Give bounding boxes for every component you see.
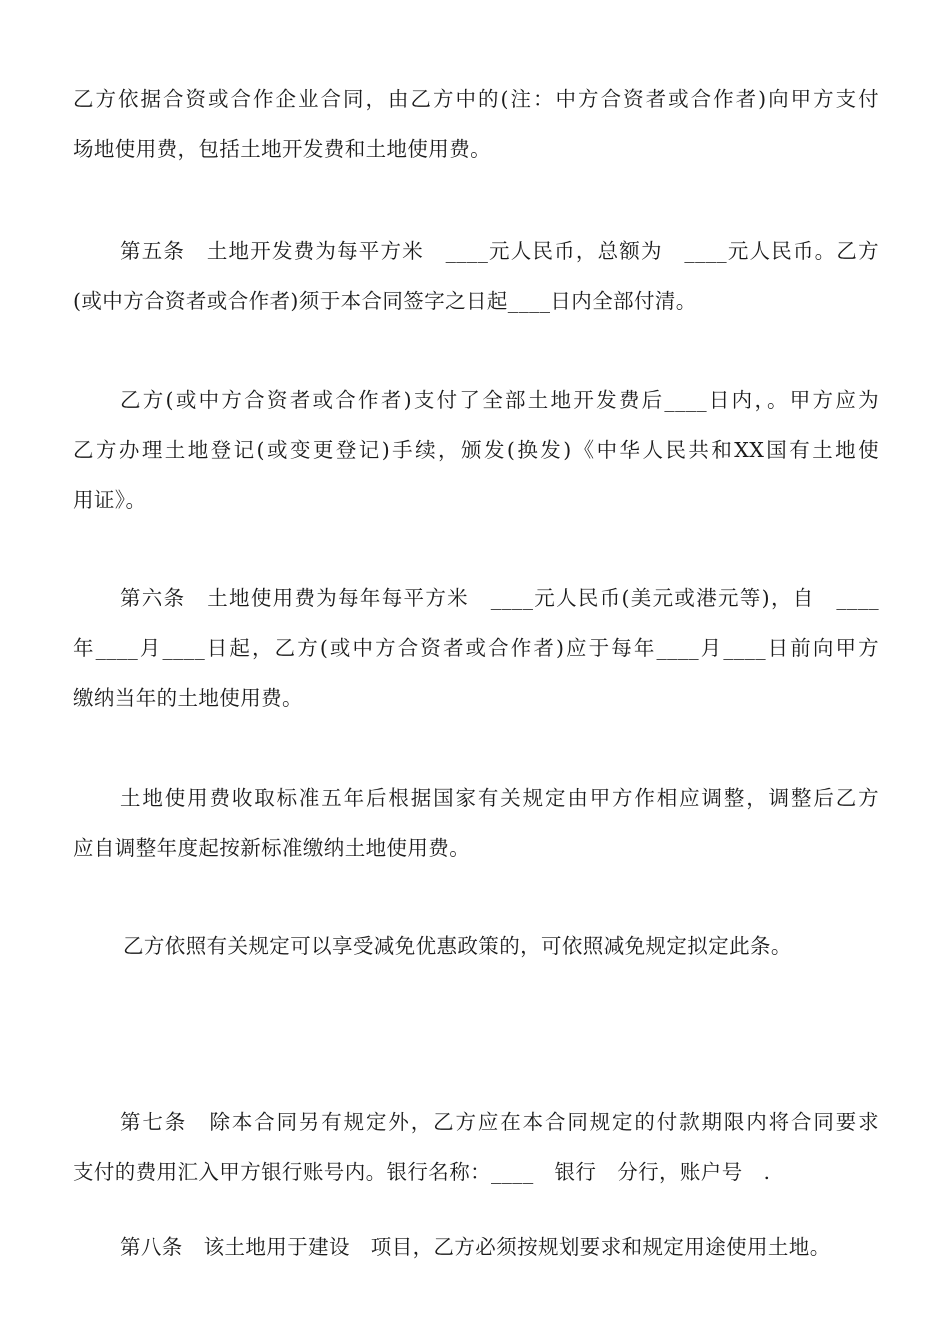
text-line: 应自调整年度起按新标准缴纳土地使用费。 [73, 836, 471, 860]
text-line: 缴纳当年的土地使用费。 [73, 686, 303, 710]
text-line: 第五条 土地开发费为每平方米 ____元人民币，总额为 ____元人民币。乙方 [120, 239, 879, 263]
paragraph-article-5 [73, 226, 879, 326]
text-line: 土地使用费收取标准五年后根据国家有关规定由甲方作相应调整，调整后乙方 [120, 786, 879, 810]
paragraph-article-6 [73, 573, 879, 723]
paragraph-land-registration [73, 375, 879, 525]
paragraph-exemption [76, 921, 882, 971]
paragraph-article-8 [73, 1222, 879, 1272]
text-line: 用证》。 [73, 488, 147, 512]
text-line: 第七条 除本合同另有规定外，乙方应在本合同规定的付款期限内将合同要求 [120, 1110, 879, 1134]
text-line: 场地使用费，包括土地开发费和土地使用费。 [73, 137, 491, 161]
paragraph-payment-basis [73, 74, 879, 174]
text-line: 第六条 土地使用费为每年每平方米 ____元人民币(美元或港元等)，自 ____ [120, 586, 879, 610]
text-line: 支付的费用汇入甲方银行账号内。银行名称：____ 银行 分行，账户号 . [73, 1160, 771, 1184]
text-line: (或中方合资者或合作者)须于本合同签字之日起____日内全部付清。 [73, 289, 697, 313]
text-line: 乙方办理土地登记(或变更登记)手续，颁发(换发)《中华人民共和XX国有土地使 [73, 438, 879, 462]
text-line: 年____月____日起，乙方(或中方合资者或合作者)应于每年____月____日前向甲方 [73, 636, 879, 660]
text-line: 乙方依据合资或合作企业合同，由乙方中的(注：中方合资者或合作者)向甲方支付 [73, 87, 879, 111]
text-line: 第八条 该土地用于建设 项目，乙方必须按规划要求和规定用途使用土地。 [120, 1235, 831, 1259]
paragraph-article-7 [73, 1097, 879, 1197]
text-line: 乙方依照有关规定可以享受减免优惠政策的，可依照减免规定拟定此条。 [123, 934, 792, 958]
text-line: 乙方(或中方合资者或合作者)支付了全部土地开发费后____日内，。甲方应为 [120, 388, 879, 412]
paragraph-fee-adjustment [73, 773, 879, 873]
